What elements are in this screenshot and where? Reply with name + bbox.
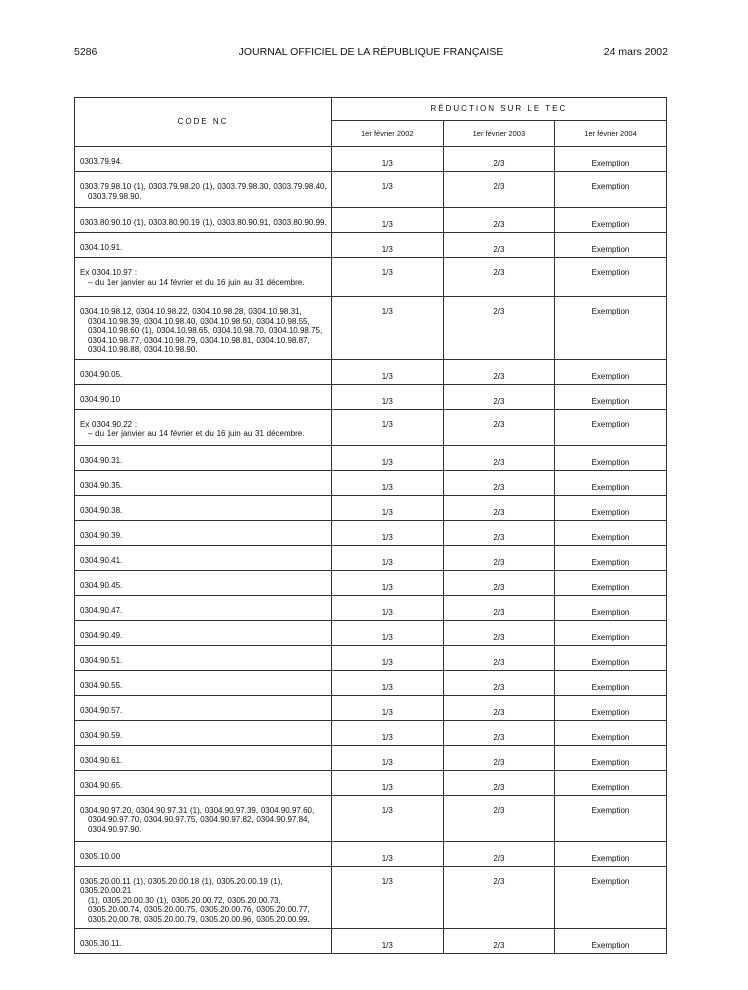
reduction-2004-cell: Exemption xyxy=(555,208,667,233)
reduction-2004-cell: Exemption xyxy=(555,520,667,545)
reduction-2003-cell: 2/3 xyxy=(443,795,555,841)
code-text: 0304.90.45. xyxy=(80,580,123,590)
reduction-2002-cell: 1/3 xyxy=(332,695,444,720)
reduction-2002-cell: 1/3 xyxy=(332,929,444,954)
reduction-2003-cell: 2/3 xyxy=(443,208,555,233)
code-cell xyxy=(75,359,332,384)
reduction-2002-cell: 1/3 xyxy=(332,545,444,570)
table-row xyxy=(75,297,667,360)
reduction-2003-cell: 2/3 xyxy=(443,520,555,545)
reduction-2004-cell: Exemption xyxy=(555,570,667,595)
reduction-2003-cell: 2/3 xyxy=(443,770,555,795)
page-number: 5286 xyxy=(74,46,98,58)
reduction-2002-cell: 1/3 xyxy=(332,795,444,841)
reduction-2004-cell: Exemption xyxy=(555,297,667,360)
code-cell xyxy=(75,929,332,954)
code-continuation-text: – du 1er janvier au 14 février et du 16 juin au 31 décembre. xyxy=(88,429,305,438)
reduction-2004-cell: Exemption xyxy=(555,770,667,795)
reduction-2004-cell: Exemption xyxy=(555,595,667,620)
reduction-2002-cell: 1/3 xyxy=(332,172,444,208)
table-row xyxy=(75,359,667,384)
reduction-2003-cell: 2/3 xyxy=(443,233,555,258)
code-cell xyxy=(75,670,332,695)
code-cell xyxy=(75,545,332,570)
code-cell xyxy=(75,147,332,172)
table-row xyxy=(75,670,667,695)
code-text: 0304.90.61. xyxy=(80,755,123,765)
year-header-2002: 1er février 2002 xyxy=(332,120,444,146)
reduction-2003-cell: 2/3 xyxy=(443,495,555,520)
code-text: 0304.90.47. xyxy=(80,605,123,615)
code-text: 0304.90.55. xyxy=(80,680,123,690)
code-cell xyxy=(75,208,332,233)
table-row xyxy=(75,208,667,233)
reduction-2002-cell: 1/3 xyxy=(332,384,444,409)
reduction-2003-cell: 2/3 xyxy=(443,359,555,384)
code-text: 0304.90.51. xyxy=(80,655,123,665)
reduction-2002-cell: 1/3 xyxy=(332,233,444,258)
reduction-2002-cell: 1/3 xyxy=(332,495,444,520)
code-text: 0304.90.39. xyxy=(80,530,123,540)
reduction-2004-cell: Exemption xyxy=(555,470,667,495)
code-text: 0303.80.90.10 (1), 0303.80.90.19 (1), 0303.80.90.91, 0303.80.90.99. xyxy=(80,218,327,227)
code-text: 0304.90.35. xyxy=(80,480,123,490)
reduction-2002-cell: 1/3 xyxy=(332,595,444,620)
reduction-header: RÉDUCTION SUR LE TEC xyxy=(332,98,667,121)
table-row xyxy=(75,470,667,495)
code-cell xyxy=(75,258,332,297)
code-text: 0304.90.41. xyxy=(80,555,123,565)
table-row xyxy=(75,795,667,841)
reduction-2004-cell: Exemption xyxy=(555,841,667,866)
code-cell xyxy=(75,445,332,470)
table-row xyxy=(75,445,667,470)
code-cell xyxy=(75,297,332,360)
table-row xyxy=(75,495,667,520)
reduction-2002-cell: 1/3 xyxy=(332,620,444,645)
table-row xyxy=(75,233,667,258)
reduction-2004-cell: Exemption xyxy=(555,172,667,208)
code-nc-header: CODE NC xyxy=(75,98,332,147)
code-continuation-text: 0303.79.98.90. xyxy=(88,191,142,201)
table-row xyxy=(75,866,667,929)
reduction-2004-cell: Exemption xyxy=(555,866,667,929)
code-cell xyxy=(75,695,332,720)
reduction-2002-cell: 1/3 xyxy=(332,670,444,695)
reduction-2003-cell: 2/3 xyxy=(443,545,555,570)
reduction-2004-cell: Exemption xyxy=(555,620,667,645)
code-text: 0304.90.05. xyxy=(80,369,123,379)
code-text: 0304.90.38. xyxy=(80,505,123,515)
table-row xyxy=(75,645,667,670)
reduction-2004-cell: Exemption xyxy=(555,695,667,720)
code-text: 0304.10.91. xyxy=(80,243,123,252)
table-row xyxy=(75,147,667,172)
code-text: 0304.90.49. xyxy=(80,630,123,640)
code-continuation-text: 0304.90.97.70, 0304.90.97.75, 0304.90.97.82, 0304.90.97.84, 0304.90.97.90. xyxy=(88,815,310,834)
code-text: 0305.30.11. xyxy=(80,939,122,948)
reduction-2003-cell: 2/3 xyxy=(443,866,555,929)
reduction-2002-cell: 1/3 xyxy=(332,570,444,595)
table-row xyxy=(75,172,667,208)
reduction-2003-cell: 2/3 xyxy=(443,745,555,770)
reduction-2003-cell: 2/3 xyxy=(443,409,555,445)
code-cell xyxy=(75,595,332,620)
reduction-2004-cell: Exemption xyxy=(555,445,667,470)
code-text: 0305.10.00 xyxy=(80,851,121,861)
reduction-2003-cell: 2/3 xyxy=(443,470,555,495)
reduction-2004-cell: Exemption xyxy=(555,384,667,409)
code-text: 0304.90.59. xyxy=(80,730,123,740)
table-row xyxy=(75,409,667,445)
page-header xyxy=(74,46,668,62)
reduction-2004-cell: Exemption xyxy=(555,495,667,520)
reduction-2004-cell: Exemption xyxy=(555,359,667,384)
tariff-reduction-table xyxy=(74,97,667,954)
reduction-2003-cell: 2/3 xyxy=(443,695,555,720)
reduction-2004-cell: Exemption xyxy=(555,645,667,670)
table-row xyxy=(75,745,667,770)
reduction-2002-cell: 1/3 xyxy=(332,520,444,545)
reduction-2004-cell: Exemption xyxy=(555,258,667,297)
code-cell xyxy=(75,745,332,770)
table-row xyxy=(75,595,667,620)
reduction-2002-cell: 1/3 xyxy=(332,147,444,172)
code-text: 0304.90.57. xyxy=(80,705,123,715)
reduction-2004-cell: Exemption xyxy=(555,720,667,745)
table-row xyxy=(75,770,667,795)
reduction-2003-cell: 2/3 xyxy=(443,258,555,297)
code-cell xyxy=(75,233,332,258)
reduction-2003-cell: 2/3 xyxy=(443,841,555,866)
reduction-2004-cell: Exemption xyxy=(555,929,667,954)
table-row xyxy=(75,695,667,720)
code-text: 0303.79.94. xyxy=(80,157,123,166)
reduction-2003-cell: 2/3 xyxy=(443,595,555,620)
table-row xyxy=(75,545,667,570)
table-row xyxy=(75,720,667,745)
reduction-2003-cell: 2/3 xyxy=(443,720,555,745)
code-text: 0304.90.65. xyxy=(80,780,123,790)
reduction-2002-cell: 1/3 xyxy=(332,720,444,745)
code-continuation-text: 0304.10.98.39, 0304.10.98.40, 0304.10.98.50, 0304.10.98.55, 0304.10.98.60 (1), 0304.10.98.65, 0304.10.98.70, 0304.10.98.75, 0304.10.98.77, 0304.10.98.79, 0304.10.98.81, 0304.10.98.87, 0304.10.98.88, 0304.10.98.90. xyxy=(88,316,323,354)
reduction-2003-cell: 2/3 xyxy=(443,570,555,595)
reduction-2002-cell: 1/3 xyxy=(332,445,444,470)
code-cell xyxy=(75,570,332,595)
code-cell xyxy=(75,520,332,545)
reduction-2004-cell: Exemption xyxy=(555,233,667,258)
table-row xyxy=(75,384,667,409)
table-row xyxy=(75,620,667,645)
table-row xyxy=(75,929,667,954)
reduction-2003-cell: 2/3 xyxy=(443,929,555,954)
reduction-2002-cell: 1/3 xyxy=(332,258,444,297)
code-cell xyxy=(75,384,332,409)
code-cell xyxy=(75,866,332,929)
code-cell xyxy=(75,409,332,445)
reduction-2004-cell: Exemption xyxy=(555,745,667,770)
year-header-2004: 1er février 2004 xyxy=(555,120,667,146)
reduction-2003-cell: 2/3 xyxy=(443,445,555,470)
reduction-2002-cell: 1/3 xyxy=(332,359,444,384)
reduction-2002-cell: 1/3 xyxy=(332,297,444,360)
table-row xyxy=(75,520,667,545)
code-text: Ex 0304.90.22 : xyxy=(80,419,138,429)
reduction-2002-cell: 1/3 xyxy=(332,645,444,670)
reduction-2004-cell: Exemption xyxy=(555,670,667,695)
code-text: Ex 0304.10.97 : xyxy=(80,268,138,277)
journal-title: JOURNAL OFFICIEL DE LA RÉPUBLIQUE FRANÇAISE xyxy=(238,46,504,58)
code-cell xyxy=(75,645,332,670)
code-cell xyxy=(75,620,332,645)
table-row xyxy=(75,258,667,297)
reduction-2002-cell: 1/3 xyxy=(332,208,444,233)
reduction-2003-cell: 2/3 xyxy=(443,297,555,360)
code-text: 0305.20.00.11 (1), 0305.20.00.18 (1), 0305.20.00.19 (1), 0305.20.00.21 xyxy=(80,876,283,895)
code-text: 0303.79.98.10 (1), 0303.79.98.20 (1), 0303.79.98.30, 0303.79.98.40, xyxy=(80,182,327,191)
issue-date: 24 mars 2002 xyxy=(603,46,668,58)
code-cell xyxy=(75,841,332,866)
reduction-2002-cell: 1/3 xyxy=(332,866,444,929)
reduction-2003-cell: 2/3 xyxy=(443,670,555,695)
reduction-2004-cell: Exemption xyxy=(555,409,667,445)
reduction-2004-cell: Exemption xyxy=(555,795,667,841)
code-cell xyxy=(75,172,332,208)
code-cell xyxy=(75,495,332,520)
reduction-2003-cell: 2/3 xyxy=(443,147,555,172)
reduction-2002-cell: 1/3 xyxy=(332,409,444,445)
code-cell xyxy=(75,720,332,745)
reduction-2002-cell: 1/3 xyxy=(332,745,444,770)
table-row xyxy=(75,570,667,595)
reduction-2003-cell: 2/3 xyxy=(443,384,555,409)
code-cell xyxy=(75,795,332,841)
reduction-2004-cell: Exemption xyxy=(555,147,667,172)
reduction-2003-cell: 2/3 xyxy=(443,620,555,645)
code-text: 0304.90.31. xyxy=(80,455,123,465)
year-header-2003: 1er février 2003 xyxy=(443,120,555,146)
code-text: 0304.90.10 xyxy=(80,394,121,404)
code-continuation-text: – du 1er janvier au 14 février et du 16 juin au 31 décembre. xyxy=(88,277,305,287)
table-row xyxy=(75,841,667,866)
code-cell xyxy=(75,770,332,795)
table-body xyxy=(75,147,667,954)
code-continuation-text: (1), 0305.20.00.30 (1), 0305.20.00.72, 0305.20.00.73, 0305.20.00.74, 0305.20.00.75, 0305.20.00.76, 0305.20.00.77, 0305.20.00.78, 0305.20.00.79, 0305.20.00.96, 0305.20.00.99. xyxy=(88,895,310,924)
reduction-2002-cell: 1/3 xyxy=(332,470,444,495)
reduction-2003-cell: 2/3 xyxy=(443,172,555,208)
reduction-2002-cell: 1/3 xyxy=(332,770,444,795)
code-cell xyxy=(75,470,332,495)
reduction-2002-cell: 1/3 xyxy=(332,841,444,866)
reduction-2003-cell: 2/3 xyxy=(443,645,555,670)
reduction-2004-cell: Exemption xyxy=(555,545,667,570)
code-text: 0304.10.98.12, 0304.10.98.22, 0304.10.98.28, 0304.10.98.31, xyxy=(80,307,302,316)
code-text: 0304.90.97.20, 0304.90.97.31 (1), 0304.90.97.39, 0304.90.97.60, xyxy=(80,805,315,815)
